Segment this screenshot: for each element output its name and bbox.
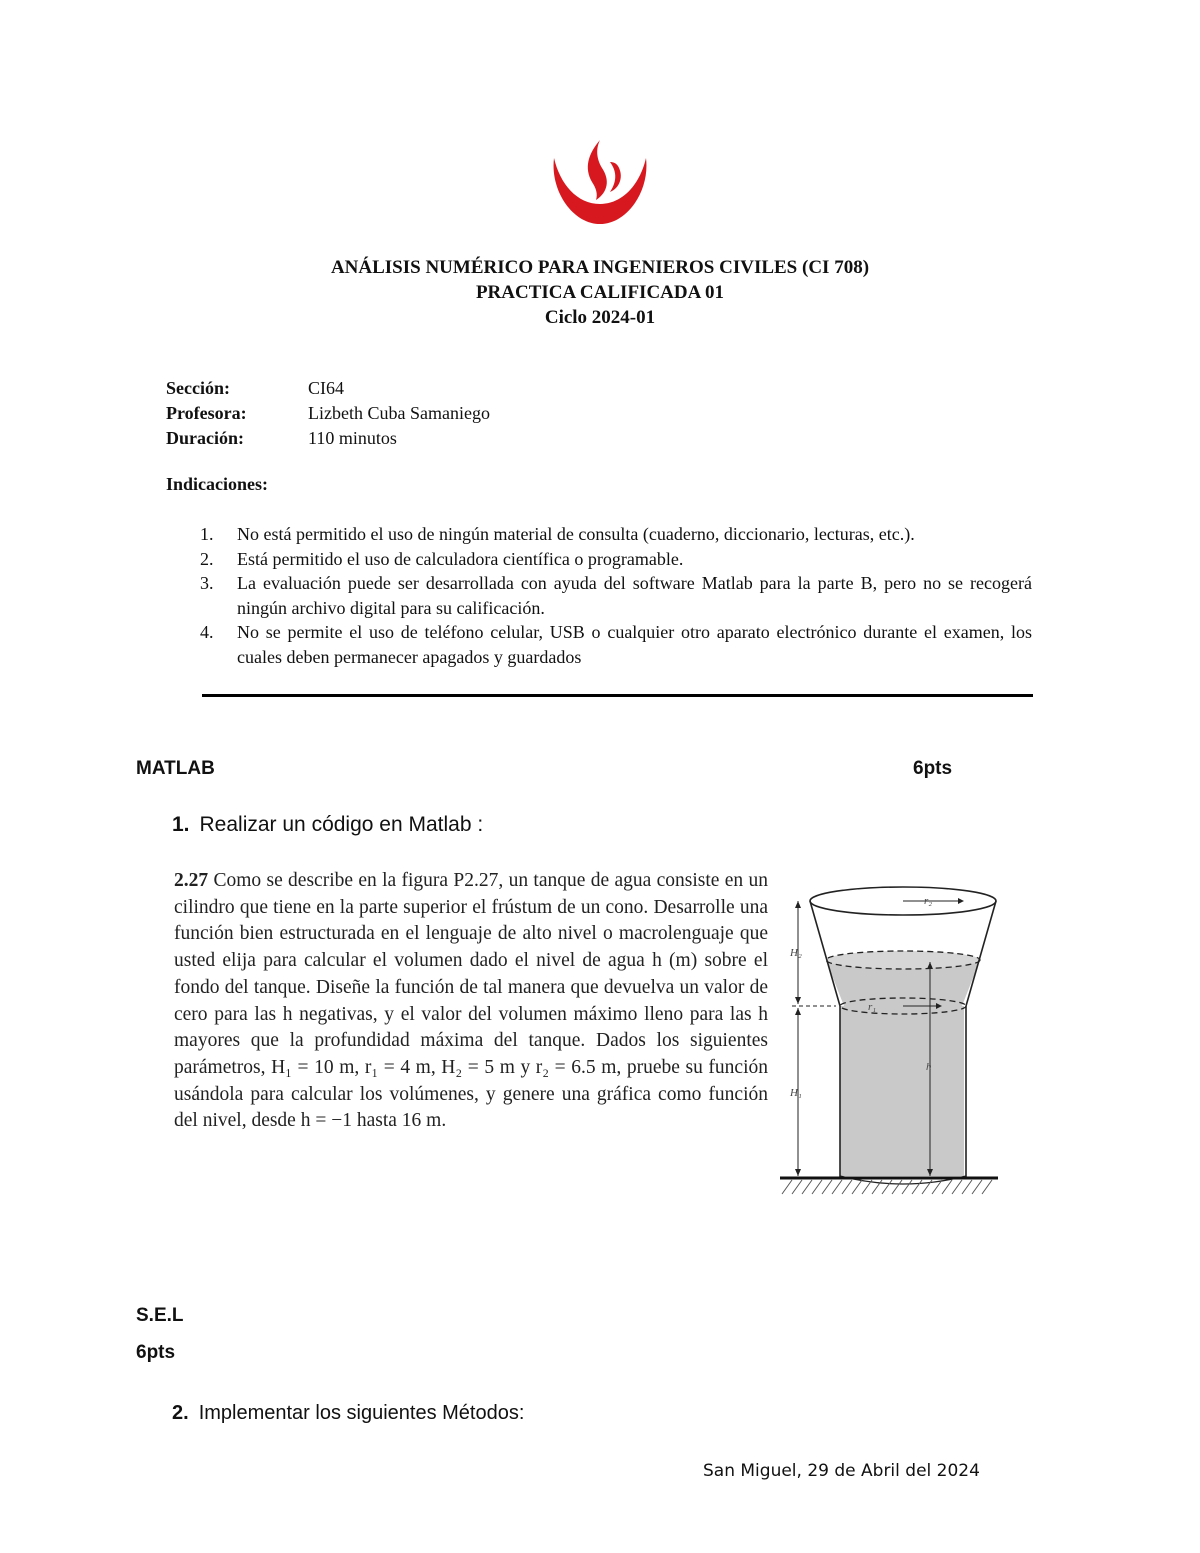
h-label: h — [926, 1061, 932, 1073]
list-item: 1. No está permitido el uso de ningún material de consulta (cuaderno, diccionario, lecturas, etc.). — [200, 524, 915, 544]
professor-label: Profesora: — [166, 403, 247, 423]
matlab-points: 6pts — [913, 758, 953, 779]
list-item: 4. No se permite el uso de teléfono celular, USB o cualquier otro aparato electrónico durante el examen, los cuales deben permanecer apagados y guardados — [200, 622, 1032, 667]
problem-number: 2.27 — [174, 870, 209, 891]
matlab-section-label: MATLAB — [136, 758, 215, 779]
duration-row — [166, 426, 490, 451]
professor-row — [166, 401, 490, 426]
section-value: CI64 — [308, 378, 344, 398]
problem-statement — [174, 868, 768, 1135]
r1-label: r₁ — [868, 1001, 877, 1013]
exam-info — [166, 376, 490, 451]
duration-label: Duración: — [166, 428, 244, 448]
list-item: 2. Está permitido el uso de calculadora científica o programable. — [200, 548, 684, 569]
duration-value: 110 minutos — [308, 428, 397, 448]
problem-text: Como se describe en la figura P2.27, un tanque de agua consiste en un cilindro que tiene en la parte superior el frústum de un cono. Desarrolle una función bien estructurada en el lenguaje de alto nivel o macrolenguaje que usted elija para calcular el volumen dado el nivel de agua h (m) sobre el fondo del tanque. Diseñe la función de tal manera que devuelva un valor de cero para las h negativas, y el valor del volumen máximo lleno para las h mayores que la profundidad máxima del tanque. Dados los siguientes parámetros, H₁ = 10 m, r₁ = 4 m, H₂ = 5 m y r₂ = 6.5 m, pruebe su función usándola para calcular los volúmenes, y genere una gráfica como función del nivel, desde h = −1 hasta 16 m. — [174, 870, 769, 1132]
document-title — [0, 255, 1200, 330]
sel-section-label: S.E.L — [136, 1305, 184, 1326]
divider — [202, 694, 1033, 697]
question-text: Realizar un código en Matlab : — [199, 813, 484, 836]
h1-label: H₁ — [790, 1087, 802, 1099]
question-2 — [172, 1402, 524, 1425]
question-1 — [172, 813, 483, 837]
section-label: Sección: — [166, 378, 230, 398]
indications-heading: Indicaciones: — [166, 474, 269, 494]
h2-label: H₂ — [790, 947, 802, 959]
footer-date: San Miguel, 29 de Abril del 2024 — [703, 1461, 980, 1481]
section-row — [166, 376, 490, 401]
list-item: 3. La evaluación puede ser desarrollada con ayuda del software Matlab para la parte B, pero no se recogerá ningún archivo digital para su calificación. — [200, 573, 1032, 618]
professor-value: Lizbeth Cuba Samaniego — [308, 403, 490, 423]
cycle-title: Ciclo 2024-01 — [544, 307, 656, 328]
r2-label: r₂ — [924, 895, 933, 907]
tank-figure — [778, 876, 1000, 1198]
question-number: 1. — [172, 813, 190, 836]
question-number: 2. — [172, 1402, 189, 1424]
upc-logo — [548, 136, 652, 228]
exam-title: PRACTICA CALIFICADA 01 — [475, 282, 725, 303]
course-title: ANÁLISIS NUMÉRICO PARA INGENIEROS CIVILES (CI 708) — [330, 257, 870, 278]
question-text: Implementar los siguientes Métodos: — [198, 1402, 525, 1424]
sel-points: 6pts — [136, 1342, 176, 1363]
indications-list — [200, 522, 1032, 669]
